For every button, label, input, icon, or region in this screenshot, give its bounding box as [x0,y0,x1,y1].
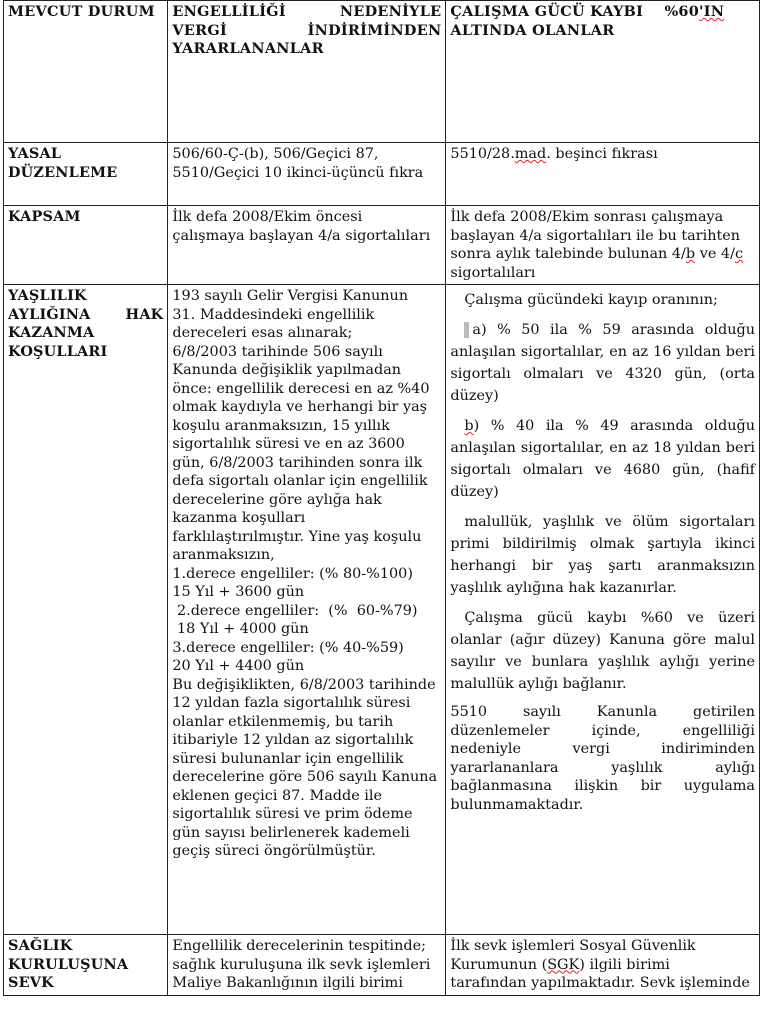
text-span: b [464,418,474,434]
cell-line: Engellilik derecelerinin tespitinde; [172,938,426,954]
header-col-engellilik [168,1,446,143]
cell-line: defa sigortalı olanlar için engellilik [172,473,428,489]
cell-line: 18 Yıl + 4000 gün [172,621,309,637]
cell-line: 2.derece engelliler: (% 60-%79) [172,602,418,619]
cell-kapsam-col2 [168,206,446,285]
cell-line: Bu değişiklikten, 6/8/2003 tarihinde [172,676,436,693]
cell-line: olanlar etkilenmemiş, bu tarih [172,713,394,730]
cell-line: 20 Yıl + 4400 gün [172,658,305,674]
row-saglik-sevk [4,935,760,996]
cell-line: aranmaksızın, [172,547,275,563]
cell-line: Kanunda değişiklik yapılmadan [172,362,402,378]
cell-line: başlayan 4/a sigortalıları ile bu tarihten [450,227,741,244]
cell-line: tarafından yapılmaktadır. Sevk işleminde [450,975,750,991]
text-cursor-icon [464,322,469,338]
cell-line: eklenen geçici 87. Madde ile [172,787,383,804]
text-span: sonra aylık talebinde bulunan 4/ [450,246,686,262]
cell-line: 3.derece engelliler: (% 40-%59) [172,639,404,656]
label-line: SEVK [8,974,54,991]
label-line: DÜZENLEME [8,163,118,181]
label-line: AYLIĞINA HAK [8,305,164,323]
cell-line: süresi bulunanlar için engellilik [172,750,404,767]
paragraph: Çalışma gücündeki kayıp oranının; [464,292,718,308]
text-span: b [685,246,696,262]
cell-yaslilik-col2 [168,285,446,935]
label-kapsam [4,206,168,285]
cell-yasal-col3 [446,143,760,206]
cell-line: 5510/Geçici 10 ikinci-üçüncü fıkra [172,164,424,181]
cell-line: sağlık kuruluşuna ilk sevk işlemleri [172,956,431,973]
cell-line: olmak kaydıyla ve herhangi bir yaş [172,399,428,415]
cell-line: derecelerine göre aylığa hak [172,491,382,508]
text-span: ) % 40 ila % 49 arasında olduğu anlaşılan sigortalılar, en az 18 yıldan beri sigortalı olmaları ve 4680 gün, (hafif düzey) [450,418,755,500]
cell-line: İlk sevk işlemleri Sosyal Güvenlik [450,938,696,954]
cell-line: koşulu aranmaksızın, 15 yıllık [172,417,390,434]
label-line: YASAL [8,145,62,162]
label-line: SAĞLIK [8,937,73,954]
cell-line [450,245,755,264]
paragraph: malullük, yaşlılık ve ölüm sigortaları primi bildirilmiş olmak şartıyla ikinci herhangi bir yaş şartı aranmaksızın yaşlılık aylığına hak kazanırlar. [450,514,755,596]
row-yaslilik [4,285,760,935]
label-yasal-duzenleme [4,143,168,206]
cell-line: kazanma koşulları [172,510,306,526]
header-col-calisma-gucu [446,1,760,143]
label-line: KOŞULLARI [8,342,108,360]
cell-line: Maliye Bakanlığının ilgili birimi [172,975,403,991]
cell-line: 31. Maddesindeki engellilik [172,306,375,323]
label-line: KAZANMA [8,324,95,341]
paragraph: 5510 sayılı Kanunla getirilen düzenlemeler içinde, engelliliği nedeniyle vergi indiriminden yararlananlara yaşlılık aylığı bağlanmasına ilişkin bir uygulama bulunmamaktadır. [450,704,755,813]
text-span: ) ilgili birimi [579,956,670,973]
text-span: . beşinci fıkrası [546,146,658,162]
paragraph [450,415,755,503]
cell-line: itibariyle 12 yıldan az sigortalılık [172,732,414,748]
cell-line: 12 yıldan fazla sigortalılık süresi [172,695,411,711]
row-kapsam [4,206,760,285]
text-span: 5510/28. [450,146,515,162]
cell-line: sigortalılık süresi ve en az 3600 [172,436,405,452]
cell-line: önce: engellilik derecesi en az %40 [172,380,430,397]
cell-line: geçiş süreci öngörülmüştür. [172,843,376,859]
label-saglik-sevk [4,935,168,996]
text-span: a) % 50 ila % 59 arasında olduğu anlaşılan sigortalılar, en az 16 yıldan beri sigortalı olmaları ve 4320 gün, (orta düzey) [450,322,755,404]
text-span: mad [514,146,547,162]
paragraph [450,319,755,407]
header-col3-line1 [450,3,755,22]
row-yasal-duzenleme [4,143,760,206]
cell-kapsam-col3 [446,206,760,285]
cell-line: İlk defa 2008/Ekim sonrası çalışmaya [450,209,724,225]
text-span: SGK [547,956,580,973]
cell-line: sigortalılık süresi ve prim ödeme [172,806,413,822]
cell-line: derecelerine göre 506 sayılı Kanuna [172,769,438,785]
header-col2-line1: ENGELLİLİĞİ NEDENİYLE [172,3,442,20]
header-row [4,1,760,143]
cell-line: 193 sayılı Gelir Vergisi Kanunun [172,288,409,304]
cell-line: 506/60-Ç-(b), 506/Geçici 87, [172,146,379,162]
label-line: YAŞLILIK [8,287,87,304]
cell-line: gün, 6/8/2003 tarihinden sonra ilk [172,454,423,471]
label-line: KURULUŞUNA [8,955,129,973]
paragraph: Çalışma gücü kaybı %60 ve üzeri olanlar (ağır düzey) Kanuna göre malul sayılır ve bunlara yaşlılık aylığı yerine malullük aylığı bağlanır. [450,610,755,692]
header-col3-suffix: 'IN [699,3,725,20]
label-line: KAPSAM [8,208,81,225]
cell-line: İlk defa 2008/Ekim öncesi [172,209,363,225]
comparison-table [3,0,760,996]
cell-line: sigortalıları [450,264,536,281]
cell-line: dereceleri esas alınarak; [172,325,353,341]
header-col3-text: ÇALIŞMA GÜCÜ KAYBI [450,3,644,20]
header-mevcut-durum: MEVCUT DURUM [8,3,155,20]
header-col-mevcut-durum [4,1,168,143]
cell-line: 6/8/2003 tarihinde 506 sayılı [172,343,383,360]
text-span: Kurumunun ( [450,956,548,973]
cell-line [450,956,755,975]
cell-saglik-col2 [168,935,446,996]
cell-line [450,145,755,164]
cell-line: gün sayısı belirlenerek kademeli [172,824,410,841]
text-span: ve 4/ [695,246,735,262]
cell-yasal-col2 [168,143,446,206]
cell-yaslilik-col3 [446,285,760,935]
header-col3-percent: %60 [664,3,700,20]
header-col2-line3: YARARLANANLAR [172,40,324,57]
header-col3-line2: ALTINDA OLANLAR [450,21,615,39]
label-yaslilik [4,285,168,935]
cell-line: 15 Yıl + 3600 gün [172,584,305,600]
cell-saglik-col3 [446,935,760,996]
cell-line: 1.derece engelliler: (% 80-%100) [172,565,413,582]
header-col2-line2: VERGİ İNDİRİMİNDEN [172,21,442,39]
text-span: c [734,246,743,262]
cell-line: farklılaştırılmıştır. Yine yaş koşulu [172,528,422,545]
cell-line: çalışmaya başlayan 4/a sigortalıları [172,227,431,244]
